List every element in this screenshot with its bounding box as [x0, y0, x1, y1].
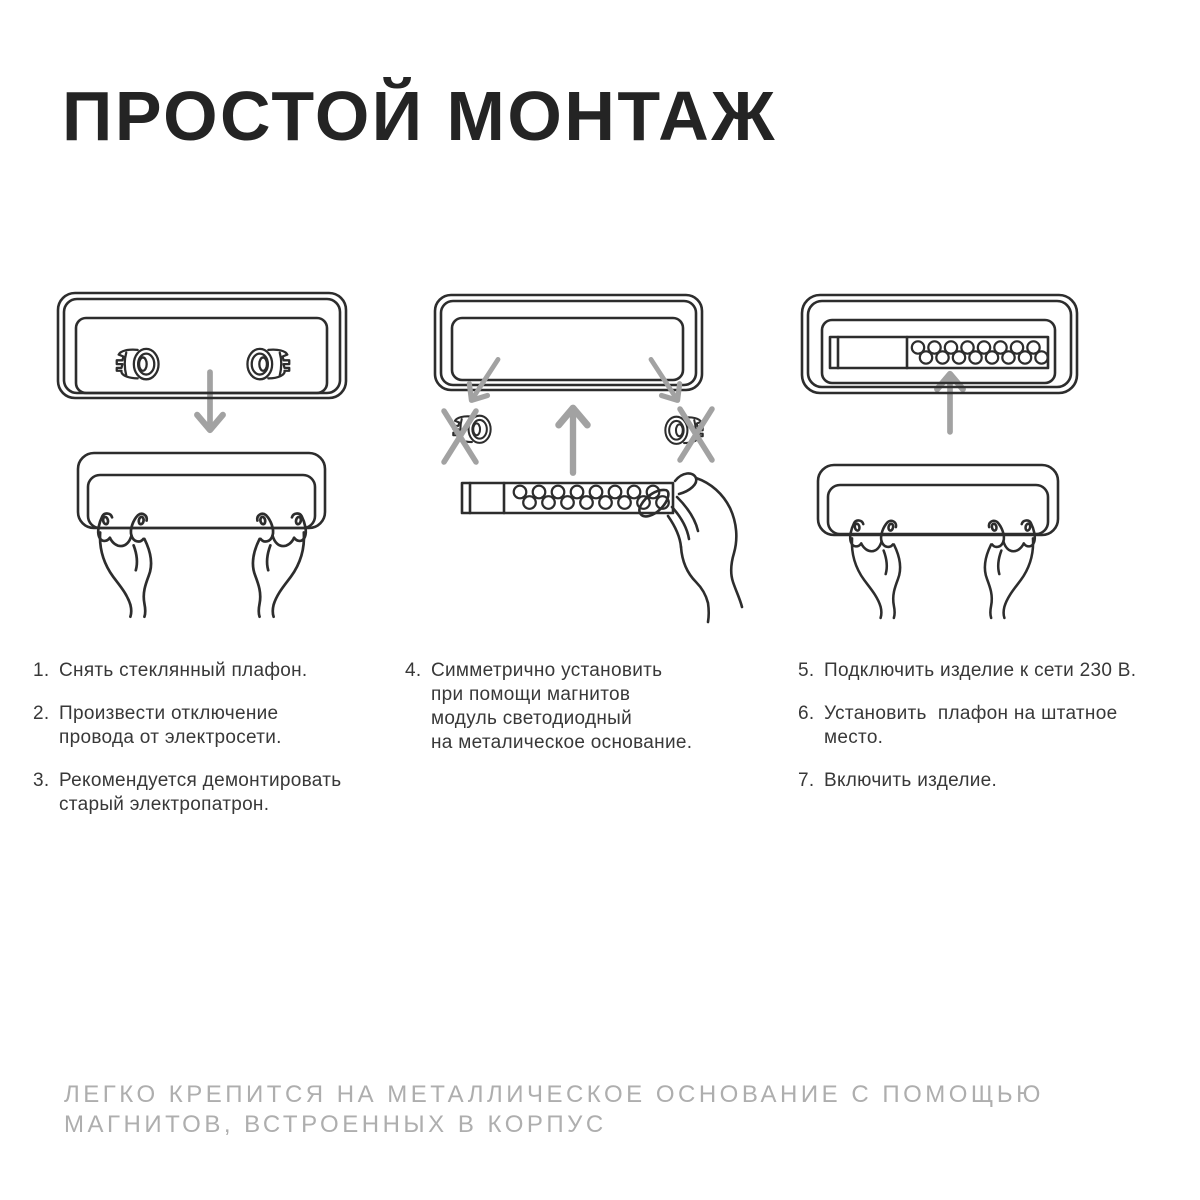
step-list-right [798, 659, 1193, 812]
panel-step-5-7 [795, 285, 1135, 625]
step-text: Симметрично установить при помощи магнитов модуль светодиодный на металическое основание. [431, 660, 693, 753]
step-item-6 [798, 702, 1193, 750]
down-arrow-icon [197, 372, 223, 430]
panel-step-1-3 [50, 285, 350, 625]
step-number: 4. [405, 660, 422, 681]
illustration-install-module [425, 285, 765, 625]
panel-step-4 [425, 285, 765, 625]
up-arrow-icon [559, 408, 588, 473]
led-module [462, 483, 673, 513]
step-list-left [33, 659, 403, 836]
step-item-5 [798, 659, 1193, 683]
step-list-middle [405, 659, 775, 774]
step-item-4 [405, 659, 775, 755]
page-title: ПРОСТОЙ МОНТАЖ [62, 77, 778, 155]
step-text: Снять стеклянный плафон. [59, 660, 308, 681]
fixture-base [58, 293, 346, 398]
step-number: 3. [33, 770, 50, 791]
lamp-socket-icon [247, 349, 289, 379]
illustration-reassemble [795, 285, 1135, 625]
cross-icon [680, 409, 712, 460]
step-text: Произвести отключение провода от электросети. [59, 703, 282, 748]
step-text: Рекомендуется демонтировать старый электропатрон. [59, 770, 342, 815]
led-module [912, 341, 1048, 363]
step-text: Включить изделие. [824, 770, 998, 791]
step-item-1 [33, 659, 403, 683]
step-number: 5. [798, 660, 815, 681]
step-item-3 [33, 769, 403, 817]
step-text: Подключить изделие к сети 230 В. [824, 660, 1137, 681]
step-text: Установить плафон на штатное место. [824, 703, 1118, 748]
glass-cover [78, 453, 325, 528]
fixture-with-module [802, 295, 1077, 393]
step-number: 2. [33, 703, 50, 724]
step-item-7 [798, 769, 1193, 793]
step-number: 7. [798, 770, 815, 791]
hand-icon [639, 473, 742, 622]
lamp-socket-icon [117, 349, 159, 379]
step-number: 6. [798, 703, 815, 724]
illustration-remove-cover [50, 285, 350, 625]
step-item-2 [33, 702, 403, 750]
footer-note: ЛЕГКО КРЕПИТСЯ НА МЕТАЛЛИЧЕСКОЕ ОСНОВАНИЕ С ПОМОЩЬЮ МАГНИТОВ, ВСТРОЕННЫХ В КОРПУС [64, 1081, 1044, 1138]
step-number: 1. [33, 660, 50, 681]
